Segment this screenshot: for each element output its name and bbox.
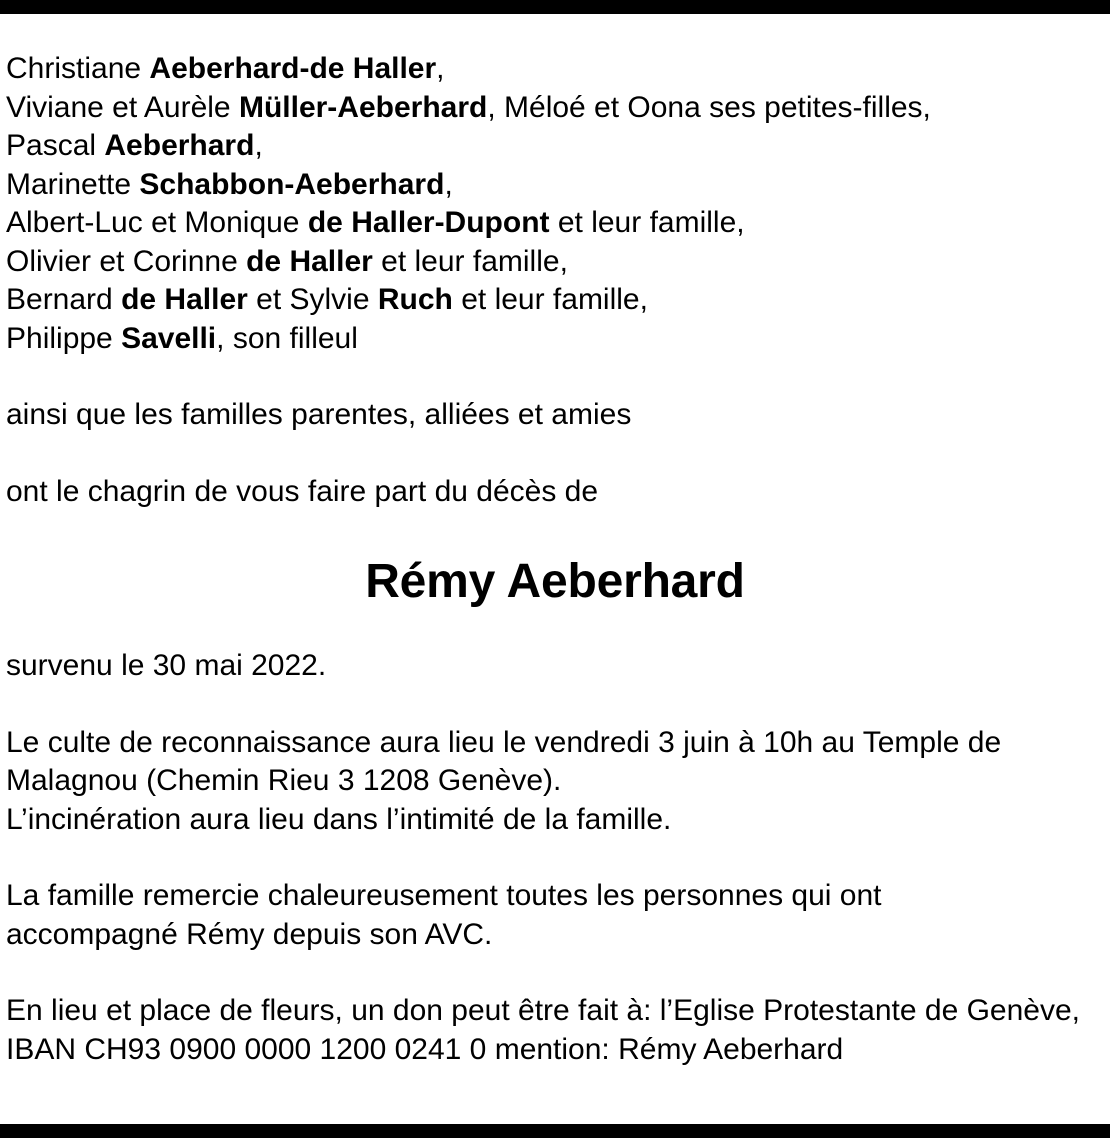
family-name-plain: , son filleul xyxy=(216,321,358,355)
family-name-plain: Christiane xyxy=(6,52,150,85)
family-name-plain: Olivier et Corinne xyxy=(6,244,247,278)
thanks-block xyxy=(6,877,1104,954)
family-name-bold: Schabbon-Aeberhard xyxy=(139,167,445,201)
spacer xyxy=(6,435,1104,473)
deceased-name: Rémy Aeberhard xyxy=(365,555,745,608)
spacer xyxy=(6,954,1104,992)
family-name-plain: , xyxy=(254,129,263,162)
family-name-line xyxy=(6,204,1104,243)
spacer xyxy=(6,358,1104,396)
announcement-line: ont le chagrin de vous faire part du décès de xyxy=(6,474,599,508)
family-name-plain: , xyxy=(436,52,445,85)
family-name-bold: Ruch xyxy=(377,283,453,316)
death-notice-card xyxy=(0,14,1110,1124)
family-name-bold: de Haller xyxy=(121,283,248,316)
service-line: Malagnou (Chemin Rieu 3 1208 Genève). xyxy=(6,764,562,797)
family-name-plain: et leur famille, xyxy=(452,283,648,316)
thanks-line: accompagné Rémy depuis son AVC. xyxy=(6,917,493,951)
family-name-plain: Marinette xyxy=(6,167,140,201)
family-name-plain: , Méloé et Oona ses petites-filles, xyxy=(487,90,931,124)
thanks-line: La famille remercie chaleureusement toutes les personnes qui ont xyxy=(6,879,882,912)
family-name-bold: Aeberhard xyxy=(104,129,255,162)
family-name-bold: de Haller-Dupont xyxy=(307,206,550,239)
spacer xyxy=(6,839,1104,877)
family-name-line xyxy=(6,89,1104,128)
family-name-plain: Bernard xyxy=(6,283,122,316)
spacer xyxy=(6,686,1104,724)
family-name-plain: et Sylvie xyxy=(247,283,378,316)
family-name-bold: Müller-Aeberhard xyxy=(238,90,488,124)
family-name-plain: Viviane et Aurèle xyxy=(6,90,239,124)
service-details-block xyxy=(6,724,1104,840)
family-name-bold: Aeberhard-de Haller xyxy=(149,52,437,85)
family-name-bold: Savelli xyxy=(121,321,217,355)
family-name-plain: Pascal xyxy=(6,129,105,162)
donation-line: En lieu et place de fleurs, un don peut être fait à: l’Eglise Protestante de Genève, xyxy=(6,994,1081,1027)
donation-block xyxy=(6,992,1104,1069)
family-name-plain: , xyxy=(444,167,453,201)
family-name-line xyxy=(6,320,1104,359)
donation-line: IBAN CH93 0900 0000 1200 0241 0 mention: Rémy Aeberhard xyxy=(6,1032,844,1066)
family-name-line xyxy=(6,50,1104,89)
family-name-plain: Philippe xyxy=(6,321,122,355)
family-name-plain: et leur famille, xyxy=(372,244,568,278)
family-name-line xyxy=(6,243,1104,282)
death-date-line: survenu le 30 mai 2022. xyxy=(6,649,327,682)
relatives-line: ainsi que les familles parentes, alliées et amies xyxy=(6,398,632,431)
family-name-plain: et leur famille, xyxy=(549,206,745,239)
family-name-plain: Albert-Luc et Monique xyxy=(6,206,308,239)
service-line: L’incinération aura lieu dans l’intimité de la famille. xyxy=(6,802,672,836)
family-names-block xyxy=(6,50,1104,358)
family-name-line xyxy=(6,281,1104,320)
family-name-line xyxy=(6,127,1104,166)
service-line: Le culte de reconnaissance aura lieu le vendredi 3 juin à 10h au Temple de xyxy=(6,725,1002,759)
family-name-bold: de Haller xyxy=(246,244,373,278)
family-name-line xyxy=(6,166,1104,205)
